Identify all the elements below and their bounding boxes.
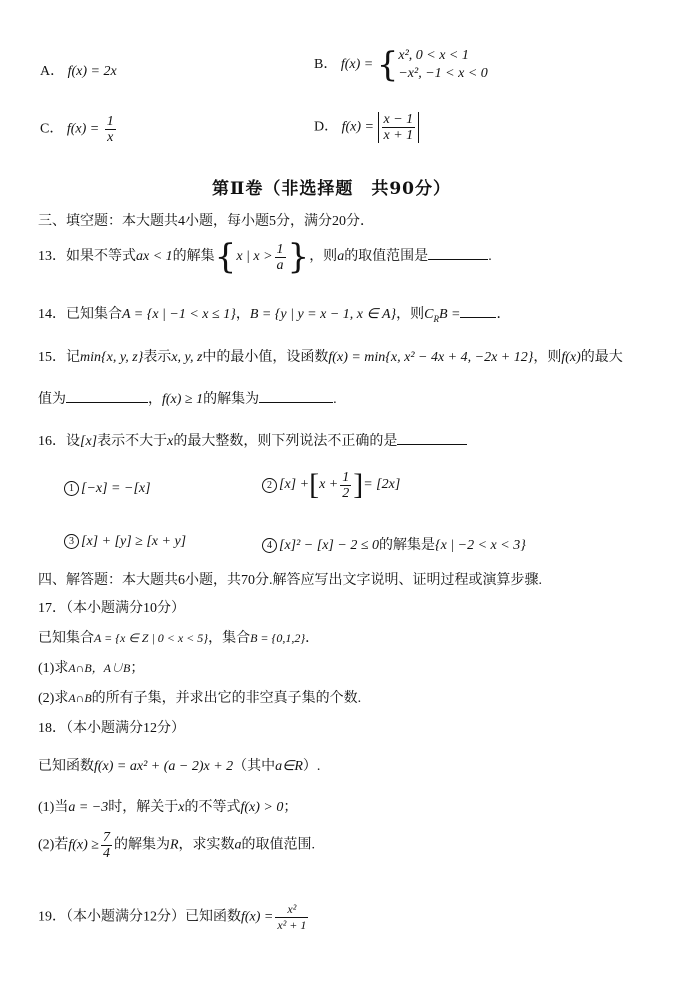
question-15-line1: [38, 346, 623, 366]
circled-number-icon: 3: [64, 534, 79, 549]
q13-set: x | x >: [236, 249, 273, 265]
denominator: a: [276, 257, 284, 273]
question-14: [38, 303, 510, 324]
option-b: [314, 47, 488, 83]
q18-text: （其中: [233, 759, 276, 774]
q15-xyz: x, y, z: [171, 350, 203, 365]
q17-text: ，集合: [208, 631, 251, 646]
q16-solution: {x | −2 < x < 3}: [435, 538, 526, 553]
option-expr: f(x) = 2x: [67, 64, 117, 79]
q15-text: 中的最小值，设函数: [202, 350, 329, 365]
numerator: 1: [342, 469, 350, 485]
q15-text: 表示: [143, 350, 172, 365]
question-15-line2: [38, 388, 337, 408]
part2-title: 第Ⅱ卷（非选择题 共90分）: [212, 179, 451, 199]
numerator: x²: [275, 902, 308, 918]
q18-text: ）.: [302, 759, 321, 774]
fraction: [275, 902, 308, 933]
q15-text: 的最大: [580, 350, 623, 365]
option-c: [40, 114, 118, 145]
q18-var: a: [234, 837, 242, 853]
numerator: 1: [106, 114, 114, 129]
q13-mid: 的解集: [172, 249, 215, 265]
circled-number-icon: 4: [262, 538, 277, 553]
q15-text: 15．记: [38, 350, 80, 365]
denominator: x: [107, 130, 114, 145]
answer-blank[interactable]: [66, 388, 148, 403]
q18-expr: a = −3: [68, 800, 109, 815]
q15-fx: f(x): [561, 350, 581, 365]
q17-text: ；: [130, 661, 145, 676]
right-bracket-icon: ]: [353, 468, 364, 501]
q17-text: (2)求: [38, 691, 69, 706]
q18-text: 已知函数: [38, 759, 94, 774]
q18-text: (2)若: [38, 837, 69, 853]
option-a: [40, 60, 117, 80]
q17-set-a: A = {x ∈ Z | 0 < x < 5}: [94, 631, 209, 645]
q18-text: 的不等式: [184, 800, 241, 815]
q18-cond: a∈R: [275, 759, 303, 774]
q16-option-2: [262, 468, 400, 502]
q15-text: .: [333, 392, 337, 407]
q17-expr: A∩B: [68, 691, 92, 705]
circled-number-icon: 2: [262, 478, 277, 493]
absolute-value: [378, 112, 420, 143]
q15-ineq: f(x) ≥ 1: [162, 392, 204, 407]
q14-text: 14．已知集合: [38, 307, 122, 322]
q16-expr: = [2x]: [363, 477, 401, 493]
q18-r: R: [169, 837, 179, 853]
q18-part1: [38, 796, 297, 816]
q16-expr: [x] +: [279, 477, 310, 493]
option-letter: A．: [40, 64, 65, 79]
numerator: 1: [276, 241, 284, 257]
denominator: 2: [342, 485, 350, 501]
fraction: [275, 242, 286, 273]
fraction: [101, 830, 112, 861]
q14-complement: C: [424, 307, 434, 322]
q17-text: 已知集合: [38, 631, 94, 646]
fraction: [340, 470, 351, 501]
circled-number-icon: 1: [64, 481, 79, 496]
option-letter: D．: [314, 119, 339, 135]
q17-header: 17．（本小题满分10分）: [38, 601, 185, 616]
q16-option-1: [64, 481, 151, 497]
q18-fdef: f(x) = ax² + (a − 2)x + 2: [94, 759, 234, 774]
q15-text: 的解集为: [203, 392, 260, 407]
q14-then: ，则: [396, 307, 425, 322]
q16-text: 的解集是: [379, 538, 435, 553]
q18-text: ，求实数: [178, 837, 235, 853]
option-letter: C．: [40, 121, 64, 137]
numerator: x − 1: [383, 112, 414, 127]
denominator: 4: [102, 846, 110, 861]
option-lhs: f(x) =: [340, 57, 374, 73]
q18-line1: [38, 755, 320, 775]
q13-post: ，则: [309, 249, 338, 265]
answer-blank[interactable]: [428, 245, 488, 260]
q17-part1: [38, 657, 144, 677]
q19-lhs: f(x) =: [241, 909, 274, 925]
q18-expr: f(x) ≥: [68, 837, 99, 853]
fraction: [382, 112, 416, 143]
q14-set-a: A = {x | −1 < x ≤ 1}: [122, 307, 236, 322]
q16-option-3: [64, 534, 186, 550]
q13-pre: 13．如果不等式: [38, 249, 136, 265]
q18-var: x: [178, 800, 185, 815]
q18-expr: f(x) > 0: [240, 800, 284, 815]
q16-expr: [x]² − [x] − 2 ≤ 0: [279, 538, 379, 553]
option-d: [314, 112, 419, 143]
q14-b: B =: [438, 307, 461, 322]
left-bracket-icon: [: [309, 468, 320, 501]
q15-text: ，则: [533, 350, 562, 365]
q14-comma: ，: [235, 307, 250, 322]
piecewise-cases: [398, 47, 487, 83]
q18-part2: [38, 830, 315, 861]
q16-expr: x +: [319, 477, 339, 493]
q15-text: ，: [148, 392, 162, 407]
fraction: [105, 114, 116, 145]
q13-end: 的取值范围是: [344, 249, 429, 265]
q13-var: a: [337, 249, 345, 265]
left-brace-icon: {: [214, 237, 237, 277]
left-brace-icon: {: [376, 45, 399, 85]
q17-expr: A∩B，A∪B: [68, 661, 131, 675]
q17-part2: [38, 687, 361, 707]
q17-set-b: B = {0,1,2}: [250, 631, 306, 645]
answer-blank[interactable]: [397, 430, 467, 445]
q17-text: 的所有子集，并求出它的非空真子集的个数.: [91, 691, 362, 706]
q16-bx: [x]: [80, 434, 98, 449]
option-lhs: f(x) =: [66, 121, 100, 137]
numerator: 7: [102, 830, 110, 845]
q16-expr: [−x] = −[x]: [81, 481, 151, 496]
q15-min: min{x, y, z}: [80, 350, 144, 365]
q16-expr: [x] + [y] ≥ [x + y]: [81, 534, 187, 549]
q19: [38, 902, 310, 933]
option-letter: B．: [314, 57, 338, 73]
q15-text: 值为: [38, 392, 66, 407]
answer-blank[interactable]: [259, 388, 333, 403]
denominator: x² + 1: [277, 918, 307, 932]
option-lhs: f(x) =: [341, 119, 374, 135]
answer-blank[interactable]: [460, 303, 496, 318]
section-4-header: 四、解答题：本大题共6小题，共70分.解答应写出文字说明、证明过程或演算步骤.: [38, 573, 542, 588]
q18-text: (1)当: [38, 800, 69, 815]
q18-header: 18．（本小题满分12分）: [38, 721, 185, 736]
q18-text: 的取值范围.: [241, 837, 316, 853]
q17-text: ．: [305, 631, 320, 646]
q18-text: 的解集为: [113, 837, 170, 853]
question-16: [38, 430, 467, 450]
q16-text: 的最大整数，则下列说法不正确的是: [173, 434, 398, 449]
case-2: −x², −1 < x < 0: [398, 66, 488, 81]
q14-set-b: B = {y | y = x − 1, x ∈ A}: [249, 307, 397, 322]
denominator: x + 1: [383, 128, 414, 143]
q17-text: (1)求: [38, 661, 69, 676]
q18-text: ；: [283, 800, 298, 815]
q16-text: 表示不大于: [97, 434, 168, 449]
q16-option-4: [262, 534, 526, 554]
q13-ineq: ax < 1: [136, 249, 173, 265]
q19-text: 19．（本小题满分12分）已知函数: [38, 909, 241, 925]
q14-end: ．: [496, 307, 511, 322]
section-3-header: 三、填空题：本大题共4小题，每小题5分，满分20分．: [38, 214, 374, 229]
question-13: 13．如果不等式ax < 1的解集{x | x > $\frac{1}{a}$ }，则a的取值范围是 .: [38, 237, 492, 277]
q15-fdef: f(x) = min{x, x² − 4x + 4, −2x + 12}: [328, 350, 534, 365]
q16-x: x: [167, 434, 174, 449]
right-brace-icon: }: [287, 237, 310, 277]
q14-sub: R: [433, 313, 439, 324]
q16-text: 16．设: [38, 434, 80, 449]
case-1: x², 0 < x < 1: [398, 48, 469, 63]
q17-line1: [38, 627, 319, 647]
q18-text: 时，解关于: [108, 800, 179, 815]
